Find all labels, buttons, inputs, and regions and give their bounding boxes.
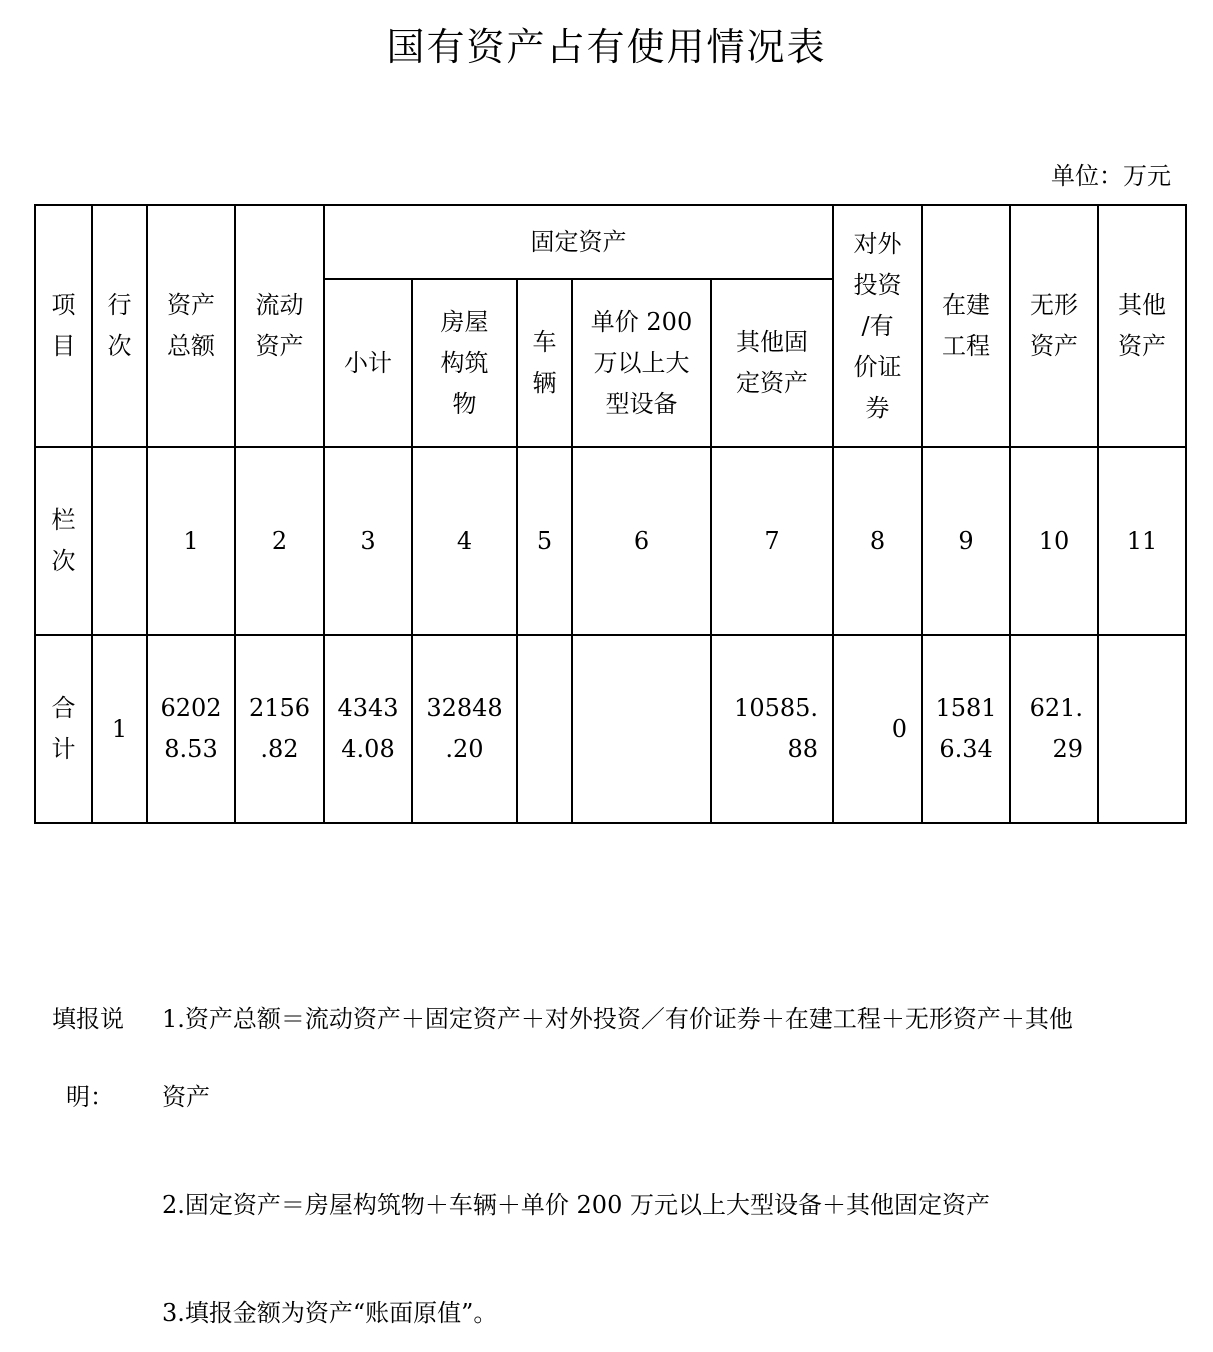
header-investment: 对外 投资 /有 价证 券	[833, 205, 922, 447]
column-number: 1	[147, 447, 235, 635]
column-number: 2	[235, 447, 324, 635]
column-number: 8	[833, 447, 922, 635]
total-row-no: 1	[92, 635, 147, 823]
column-number: 10	[1010, 447, 1098, 635]
column-number: 4	[412, 447, 517, 635]
column-number: 11	[1098, 447, 1186, 635]
total-row-label: 合 计	[35, 635, 92, 823]
column-number: 7	[711, 447, 833, 635]
asset-table	[34, 204, 1187, 824]
header-current-assets: 流动 资产	[235, 205, 324, 447]
column-row-blank	[92, 447, 147, 635]
header-equipment: 单价 200 万以上大 型设备	[572, 279, 711, 447]
note-line-1: 1.资产总额＝流动资产＋固定资产＋对外投资／有价证券＋在建工程＋无形资产＋其他	[162, 1005, 1073, 1033]
header-row-no: 行 次	[92, 205, 147, 447]
note-line-1-cont: 资产	[162, 1083, 210, 1111]
notes-body	[162, 980, 1182, 1352]
other-assets-value	[1098, 635, 1186, 823]
unit-label: 单位：万元	[1051, 162, 1171, 190]
intangible-value: 621. 29	[1010, 635, 1098, 823]
header-fixed-assets: 固定资产	[324, 205, 833, 279]
column-number: 6	[572, 447, 711, 635]
vehicles-value	[517, 635, 572, 823]
buildings-value: 32848 .20	[412, 635, 517, 823]
header-buildings: 房屋 构筑 物	[412, 279, 517, 447]
header-construction: 在建 工程	[922, 205, 1010, 447]
equipment-value	[572, 635, 711, 823]
header-other-fixed: 其他固 定资产	[711, 279, 833, 447]
current-assets-value: 2156 .82	[235, 635, 324, 823]
fixed-subtotal-value: 4343 4.08	[324, 635, 412, 823]
column-number: 3	[324, 447, 412, 635]
header-item: 项 目	[35, 205, 92, 447]
header-total-assets: 资产 总额	[147, 205, 235, 447]
note-line-3: 3.填报金额为资产“账面原值”。	[162, 1299, 498, 1327]
header-subtotal: 小计	[324, 279, 412, 447]
column-number: 9	[922, 447, 1010, 635]
investment-value: 0	[833, 635, 922, 823]
header-vehicles: 车 辆	[517, 279, 572, 447]
note-line-2: 2.固定资产＝房屋构筑物＋车辆＋单价 200 万元以上大型设备＋其他固定资产	[162, 1191, 990, 1219]
construction-value: 1581 6.34	[922, 635, 1010, 823]
page-title: 国有资产占有使用情况表	[386, 25, 827, 69]
column-row-label: 栏 次	[35, 447, 92, 635]
notes-label: 填报说 明：	[52, 1005, 124, 1111]
column-number: 5	[517, 447, 572, 635]
header-intangible: 无形 资产	[1010, 205, 1098, 447]
total-assets-value: 6202 8.53	[147, 635, 235, 823]
header-other-assets: 其他 资产	[1098, 205, 1186, 447]
other-fixed-value: 10585. 88	[711, 635, 833, 823]
